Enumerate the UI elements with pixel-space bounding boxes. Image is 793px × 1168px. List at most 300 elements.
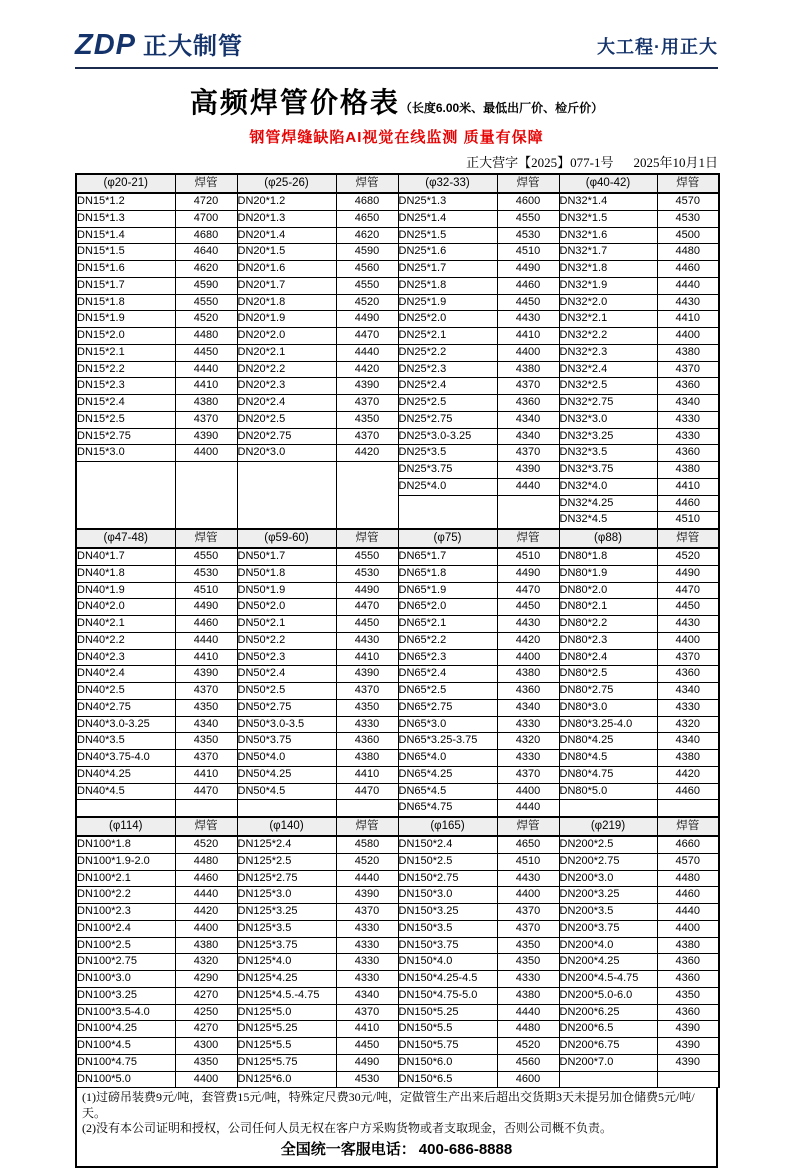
- price-cell: 4330: [657, 411, 719, 428]
- doc-number: 正大营字【2025】077-1号: [466, 155, 614, 170]
- price-cell: 4320: [657, 716, 719, 733]
- price-cell: 4370: [336, 683, 398, 700]
- spec-cell: DN32*1.8: [559, 261, 657, 278]
- price-row: [76, 599, 719, 616]
- spec-cell: DN15*1.4: [76, 227, 175, 244]
- price-cell: 4330: [336, 716, 398, 733]
- price-cell: 4250: [175, 1004, 237, 1021]
- spec-cell: DN40*3.5: [76, 733, 175, 750]
- price-cell: 4430: [497, 616, 559, 633]
- spec-cell: DN15*1.3: [76, 210, 175, 227]
- price-cell: 4590: [175, 277, 237, 294]
- price-cell: 4270: [175, 987, 237, 1004]
- spec-cell: DN125*2.75: [237, 870, 336, 887]
- group-spec-header: (φ219): [559, 817, 657, 836]
- price-cell: 4490: [336, 311, 398, 328]
- spec-cell: DN200*5.0-6.0: [559, 987, 657, 1004]
- price-row: [76, 954, 719, 971]
- price-cell: 4350: [175, 699, 237, 716]
- group-price-header: 焊管: [336, 817, 398, 836]
- spec-cell: DN40*1.9: [76, 582, 175, 599]
- empty-spec-cell: [559, 1071, 657, 1088]
- footnote-box: [75, 1088, 718, 1167]
- price-cell: 4340: [497, 428, 559, 445]
- spec-cell: DN125*4.25: [237, 971, 336, 988]
- price-cell: 4340: [336, 987, 398, 1004]
- price-row: [76, 411, 719, 428]
- price-cell: 4440: [497, 478, 559, 495]
- section-header-row: [76, 817, 719, 836]
- price-cell: 4440: [497, 800, 559, 817]
- empty-spec-cell: [237, 462, 336, 530]
- spec-cell: DN100*3.0: [76, 971, 175, 988]
- price-row: [76, 1021, 719, 1038]
- price-row: [76, 344, 719, 361]
- spec-cell: DN65*3.25-3.75: [398, 733, 497, 750]
- price-cell: 4460: [657, 261, 719, 278]
- group-price-header: 焊管: [497, 817, 559, 836]
- price-cell: 4410: [657, 311, 719, 328]
- price-row: [76, 699, 719, 716]
- price-cell: 4350: [175, 733, 237, 750]
- price-cell: 4340: [657, 733, 719, 750]
- price-cell: 4480: [657, 244, 719, 261]
- spec-cell: DN20*3.0: [237, 445, 336, 462]
- spec-cell: DN200*2.75: [559, 853, 657, 870]
- price-row: [76, 193, 719, 210]
- spec-cell: DN50*3.0-3.5: [237, 716, 336, 733]
- price-cell: 4620: [336, 227, 398, 244]
- spec-cell: DN40*1.8: [76, 565, 175, 582]
- price-cell: 4400: [497, 887, 559, 904]
- price-cell: 4590: [336, 244, 398, 261]
- price-cell: 4370: [175, 411, 237, 428]
- spec-cell: DN20*2.75: [237, 428, 336, 445]
- footnote-1: (1)过磅吊装费9元/吨，套管费15元/吨，特殊定尺费30元/吨，定做管生产出来后超出交货期3天未提另加仓储费5元/吨/天。: [82, 1090, 695, 1120]
- price-row: [76, 1071, 719, 1088]
- price-row: [76, 277, 719, 294]
- group-price-header: 焊管: [175, 529, 237, 548]
- price-row: [76, 836, 719, 853]
- price-cell: 4570: [657, 193, 719, 210]
- price-cell: 4370: [336, 1004, 398, 1021]
- spec-cell: DN100*2.2: [76, 887, 175, 904]
- spec-cell: DN80*1.8: [559, 548, 657, 565]
- price-cell: 4360: [497, 683, 559, 700]
- price-cell: 4400: [175, 920, 237, 937]
- spec-cell: DN100*2.75: [76, 954, 175, 971]
- price-row: [76, 227, 719, 244]
- spec-cell: DN80*5.0: [559, 783, 657, 800]
- price-cell: 4400: [175, 1071, 237, 1088]
- title-line: [75, 81, 718, 121]
- price-cell: 4510: [657, 512, 719, 529]
- price-cell: 4550: [336, 277, 398, 294]
- price-row: [76, 632, 719, 649]
- price-cell: 4370: [497, 445, 559, 462]
- spec-cell: DN15*1.2: [76, 193, 175, 210]
- price-cell: 4410: [175, 649, 237, 666]
- price-row: [76, 716, 719, 733]
- spec-cell: DN20*1.6: [237, 261, 336, 278]
- spec-cell: DN100*2.1: [76, 870, 175, 887]
- price-cell: 4420: [336, 361, 398, 378]
- spec-cell: DN50*2.1: [237, 616, 336, 633]
- spec-cell: DN20*1.4: [237, 227, 336, 244]
- price-cell: 4430: [336, 632, 398, 649]
- spec-cell: DN32*2.2: [559, 328, 657, 345]
- price-row: [76, 971, 719, 988]
- price-cell: 4410: [336, 1021, 398, 1038]
- spec-cell: DN65*2.5: [398, 683, 497, 700]
- spec-cell: DN65*4.0: [398, 750, 497, 767]
- spec-cell: DN32*2.3: [559, 344, 657, 361]
- group-price-header: 焊管: [657, 529, 719, 548]
- group-price-header: 焊管: [497, 529, 559, 548]
- quality-slogan: 钢管焊缝缺陷AI视觉在线监测 质量有保障: [249, 129, 544, 146]
- price-cell: 4530: [497, 227, 559, 244]
- spec-cell: DN40*4.5: [76, 783, 175, 800]
- price-cell: 4510: [497, 244, 559, 261]
- price-row: [76, 210, 719, 227]
- spec-cell: DN20*2.4: [237, 395, 336, 412]
- spec-cell: DN20*1.9: [237, 311, 336, 328]
- price-cell: 4430: [497, 311, 559, 328]
- spec-cell: DN50*4.5: [237, 783, 336, 800]
- spec-cell: DN32*1.9: [559, 277, 657, 294]
- price-cell: 4350: [497, 937, 559, 954]
- price-cell: 4380: [497, 987, 559, 1004]
- spec-cell: DN65*2.3: [398, 649, 497, 666]
- group-price-header: 焊管: [657, 174, 719, 193]
- group-spec-header: (φ40-42): [559, 174, 657, 193]
- spec-cell: DN150*3.25: [398, 904, 497, 921]
- price-cell: 4570: [657, 853, 719, 870]
- spec-cell: DN200*6.75: [559, 1038, 657, 1055]
- price-row: [76, 616, 719, 633]
- price-row: [76, 666, 719, 683]
- price-cell: 4460: [497, 277, 559, 294]
- spec-cell: DN65*4.5: [398, 783, 497, 800]
- spec-cell: DN125*3.75: [237, 937, 336, 954]
- spec-cell: DN50*2.75: [237, 699, 336, 716]
- price-cell: 4440: [336, 870, 398, 887]
- price-row: [76, 1004, 719, 1021]
- spec-cell: DN32*2.1: [559, 311, 657, 328]
- price-cell: 4410: [336, 766, 398, 783]
- price-cell: 4370: [657, 361, 719, 378]
- spec-cell: DN200*6.5: [559, 1021, 657, 1038]
- spec-cell: DN32*1.4: [559, 193, 657, 210]
- spec-cell: DN15*2.75: [76, 428, 175, 445]
- price-cell: 4450: [497, 294, 559, 311]
- company-logo: [75, 26, 243, 62]
- price-cell: 4370: [175, 683, 237, 700]
- price-cell: 4350: [336, 411, 398, 428]
- empty-price-cell: [497, 495, 559, 529]
- spec-cell: DN100*4.5: [76, 1038, 175, 1055]
- spec-cell: DN15*1.5: [76, 244, 175, 261]
- spec-cell: DN20*2.3: [237, 378, 336, 395]
- spec-cell: DN80*3.25-4.0: [559, 716, 657, 733]
- price-cell: 4470: [497, 582, 559, 599]
- price-cell: 4320: [175, 954, 237, 971]
- price-cell: 4380: [657, 462, 719, 479]
- price-cell: 4370: [175, 750, 237, 767]
- price-row: [76, 870, 719, 887]
- price-cell: 4680: [336, 193, 398, 210]
- spec-cell: DN80*2.3: [559, 632, 657, 649]
- price-cell: 4530: [336, 1071, 398, 1088]
- price-row: [76, 548, 719, 565]
- price-sheet-page: [75, 0, 718, 1168]
- price-cell: 4370: [336, 428, 398, 445]
- price-cell: 4530: [336, 565, 398, 582]
- price-cell: 4440: [175, 632, 237, 649]
- spec-cell: DN200*2.5: [559, 836, 657, 853]
- price-row: [76, 887, 719, 904]
- price-row: [76, 1038, 719, 1055]
- price-cell: 4440: [175, 887, 237, 904]
- price-cell: 4490: [175, 599, 237, 616]
- price-cell: 4330: [657, 428, 719, 445]
- price-cell: 4340: [497, 411, 559, 428]
- spec-cell: DN25*3.75: [398, 462, 497, 479]
- spec-cell: DN150*4.25-4.5: [398, 971, 497, 988]
- spec-cell: DN100*3.5-4.0: [76, 1004, 175, 1021]
- spec-cell: DN25*2.3: [398, 361, 497, 378]
- price-cell: 4600: [497, 193, 559, 210]
- price-cell: 4360: [657, 378, 719, 395]
- price-cell: 4370: [657, 649, 719, 666]
- spec-cell: DN25*2.4: [398, 378, 497, 395]
- spec-cell: DN50*2.3: [237, 649, 336, 666]
- spec-cell: DN200*3.25: [559, 887, 657, 904]
- spec-cell: DN40*2.75: [76, 699, 175, 716]
- spec-cell: DN150*6.0: [398, 1054, 497, 1071]
- spec-cell: DN32*3.75: [559, 462, 657, 479]
- group-price-header: 焊管: [497, 174, 559, 193]
- spec-cell: DN20*1.7: [237, 277, 336, 294]
- group-spec-header: (φ47-48): [76, 529, 175, 548]
- price-cell: 4440: [336, 344, 398, 361]
- price-cell: 4380: [497, 361, 559, 378]
- spec-cell: DN100*4.75: [76, 1054, 175, 1071]
- price-cell: 4420: [657, 766, 719, 783]
- spec-cell: DN25*1.6: [398, 244, 497, 261]
- spec-cell: DN65*2.4: [398, 666, 497, 683]
- spec-cell: DN150*2.4: [398, 836, 497, 853]
- hotline-number: 400-686-8888: [418, 1141, 513, 1159]
- spec-cell: DN150*5.5: [398, 1021, 497, 1038]
- price-row: [76, 800, 719, 817]
- price-cell: 4400: [497, 783, 559, 800]
- spec-cell: DN32*4.5: [559, 512, 657, 529]
- spec-cell: DN150*5.75: [398, 1038, 497, 1055]
- price-cell: 4680: [175, 227, 237, 244]
- price-row: [76, 361, 719, 378]
- price-row: [76, 445, 719, 462]
- spec-cell: DN80*3.0: [559, 699, 657, 716]
- spec-cell: DN40*2.5: [76, 683, 175, 700]
- logo-company-name: 正大制管: [143, 33, 243, 60]
- spec-cell: DN125*5.75: [237, 1054, 336, 1071]
- price-row: [76, 766, 719, 783]
- spec-cell: DN80*2.4: [559, 649, 657, 666]
- spec-cell: DN100*2.4: [76, 920, 175, 937]
- price-cell: 4390: [657, 1021, 719, 1038]
- price-row: [76, 395, 719, 412]
- spec-cell: DN20*1.3: [237, 210, 336, 227]
- spec-cell: DN32*2.0: [559, 294, 657, 311]
- price-cell: 4370: [497, 920, 559, 937]
- price-cell: 4340: [657, 683, 719, 700]
- price-cell: 4520: [336, 294, 398, 311]
- spec-cell: DN200*7.0: [559, 1054, 657, 1071]
- empty-price-cell: [336, 462, 398, 530]
- spec-cell: DN15*1.8: [76, 294, 175, 311]
- spec-cell: DN40*3.0-3.25: [76, 716, 175, 733]
- spec-cell: DN40*3.75-4.0: [76, 750, 175, 767]
- spec-cell: DN32*4.25: [559, 495, 657, 512]
- spec-cell: DN80*2.0: [559, 582, 657, 599]
- spec-cell: DN25*1.9: [398, 294, 497, 311]
- group-price-header: 焊管: [175, 817, 237, 836]
- spec-cell: DN50*2.2: [237, 632, 336, 649]
- price-cell: 4330: [497, 971, 559, 988]
- spec-cell: DN50*1.7: [237, 548, 336, 565]
- price-row: [76, 1054, 719, 1071]
- price-cell: 4550: [175, 294, 237, 311]
- spec-cell: DN150*2.75: [398, 870, 497, 887]
- spec-cell: DN20*1.2: [237, 193, 336, 210]
- spec-cell: DN65*1.8: [398, 565, 497, 582]
- price-cell: 4380: [657, 750, 719, 767]
- price-row: [76, 987, 719, 1004]
- price-cell: 4340: [175, 716, 237, 733]
- price-cell: 4510: [497, 548, 559, 565]
- price-cell: 4520: [175, 311, 237, 328]
- spec-cell: DN40*1.7: [76, 548, 175, 565]
- price-cell: 4400: [657, 920, 719, 937]
- group-spec-header: (φ165): [398, 817, 497, 836]
- price-cell: 4450: [336, 1038, 398, 1055]
- price-cell: 4500: [657, 227, 719, 244]
- spec-cell: DN65*2.75: [398, 699, 497, 716]
- price-cell: 4720: [175, 193, 237, 210]
- price-cell: 4330: [336, 937, 398, 954]
- spec-cell: DN100*3.25: [76, 987, 175, 1004]
- price-row: [76, 750, 719, 767]
- spec-cell: DN50*3.75: [237, 733, 336, 750]
- price-cell: 4380: [497, 666, 559, 683]
- group-spec-header: (φ59-60): [237, 529, 336, 548]
- price-cell: 4410: [336, 649, 398, 666]
- price-cell: 4290: [175, 971, 237, 988]
- price-cell: 4410: [497, 328, 559, 345]
- spec-cell: DN100*2.5: [76, 937, 175, 954]
- price-row: [76, 462, 719, 479]
- spec-cell: DN65*4.25: [398, 766, 497, 783]
- spec-cell: DN32*2.4: [559, 361, 657, 378]
- price-cell: 4480: [175, 328, 237, 345]
- spec-cell: DN65*2.0: [398, 599, 497, 616]
- spec-cell: DN40*2.2: [76, 632, 175, 649]
- empty-price-cell: [657, 800, 719, 817]
- price-cell: 4700: [175, 210, 237, 227]
- spec-cell: DN20*2.0: [237, 328, 336, 345]
- price-row: [76, 565, 719, 582]
- price-cell: 4470: [336, 783, 398, 800]
- price-row: [76, 683, 719, 700]
- spec-cell: DN40*4.25: [76, 766, 175, 783]
- price-cell: 4520: [657, 548, 719, 565]
- spec-cell: DN125*5.5: [237, 1038, 336, 1055]
- spec-cell: DN25*2.5: [398, 395, 497, 412]
- price-cell: 4360: [657, 1004, 719, 1021]
- spec-cell: DN15*3.0: [76, 445, 175, 462]
- empty-spec-cell: [398, 495, 497, 529]
- price-cell: 4340: [657, 395, 719, 412]
- empty-price-cell: [336, 800, 398, 817]
- price-cell: 4550: [497, 210, 559, 227]
- spec-cell: DN200*3.5: [559, 904, 657, 921]
- price-cell: 4360: [336, 733, 398, 750]
- price-row: [76, 783, 719, 800]
- spec-cell: DN65*4.75: [398, 800, 497, 817]
- price-row: [76, 261, 719, 278]
- spec-cell: DN150*4.0: [398, 954, 497, 971]
- group-spec-header: (φ25-26): [237, 174, 336, 193]
- empty-price-cell: [657, 1071, 719, 1088]
- hotline-line: [82, 1140, 711, 1161]
- price-cell: 4390: [175, 666, 237, 683]
- spec-cell: DN50*4.25: [237, 766, 336, 783]
- price-cell: 4560: [497, 1054, 559, 1071]
- spec-cell: DN150*3.75: [398, 937, 497, 954]
- price-cell: 4420: [497, 632, 559, 649]
- spec-cell: DN80*4.5: [559, 750, 657, 767]
- price-cell: 4360: [657, 666, 719, 683]
- group-spec-header: (φ32-33): [398, 174, 497, 193]
- group-price-header: 焊管: [175, 174, 237, 193]
- spec-cell: DN20*1.5: [237, 244, 336, 261]
- price-cell: 4430: [657, 616, 719, 633]
- spec-cell: DN125*3.0: [237, 887, 336, 904]
- spec-cell: DN65*2.1: [398, 616, 497, 633]
- spec-cell: DN125*2.4: [237, 836, 336, 853]
- spec-cell: DN15*2.4: [76, 395, 175, 412]
- price-cell: 4460: [657, 495, 719, 512]
- page-title: 高频焊管价格表: [189, 87, 400, 118]
- spec-cell: DN150*3.0: [398, 887, 497, 904]
- price-cell: 4380: [657, 937, 719, 954]
- price-cell: 4490: [336, 1054, 398, 1071]
- price-cell: 4420: [336, 445, 398, 462]
- spec-cell: DN20*2.2: [237, 361, 336, 378]
- spec-cell: DN65*3.0: [398, 716, 497, 733]
- price-cell: 4420: [175, 904, 237, 921]
- price-row: [76, 733, 719, 750]
- price-cell: 4520: [336, 853, 398, 870]
- spec-cell: DN25*2.0: [398, 311, 497, 328]
- price-row: [76, 853, 719, 870]
- spec-cell: DN200*3.0: [559, 870, 657, 887]
- spec-cell: DN125*3.5: [237, 920, 336, 937]
- price-cell: 4480: [497, 1021, 559, 1038]
- price-cell: 4370: [336, 395, 398, 412]
- price-cell: 4360: [657, 445, 719, 462]
